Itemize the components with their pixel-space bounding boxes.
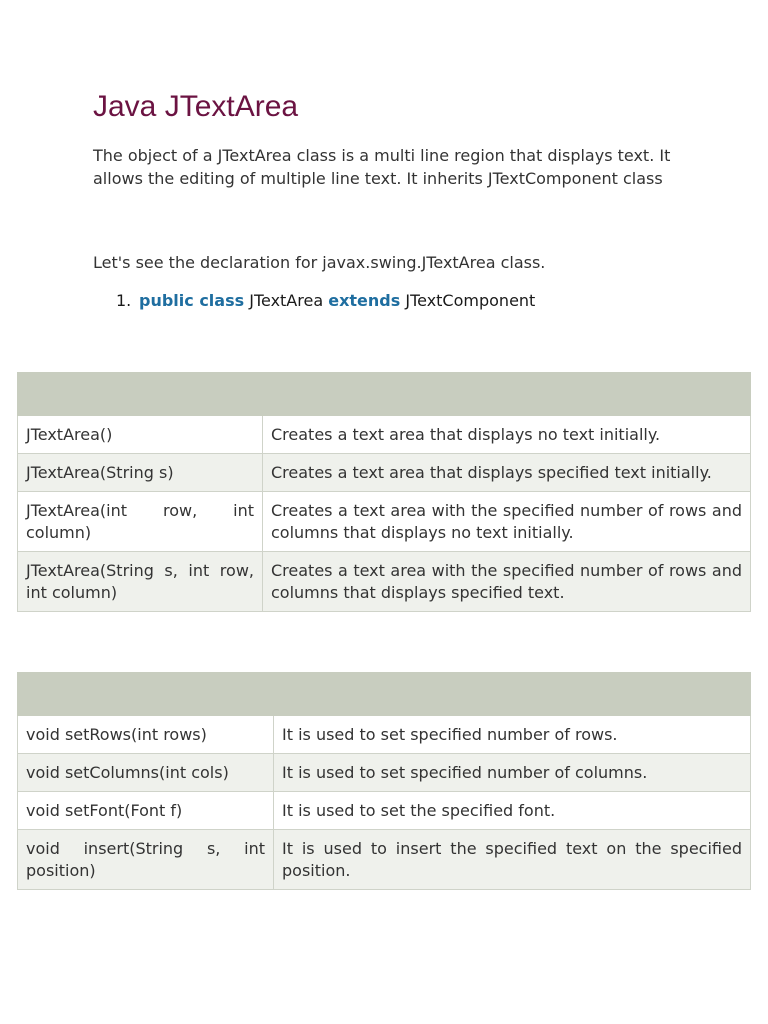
constructor-name: JTextArea(String s) (18, 454, 263, 492)
table-header-row (18, 373, 751, 416)
code-class-name: JTextArea (244, 291, 329, 310)
constructor-description: Creates a text area that displays specified text initially. (263, 454, 751, 492)
intro-paragraph: The object of a JTextArea class is a multi line region that displays text. It allows the editing of multiple line text. It inherits JTextComponent class (93, 146, 671, 188)
table-header-cell (18, 673, 274, 716)
page-title: Java JTextArea (93, 90, 299, 123)
method-description: It is used to set specified number of rows. (274, 716, 751, 754)
method-description: It is used to insert the specified text on the specified position. (274, 830, 751, 890)
constructor-description: Creates a text area that displays no text initially. (263, 416, 751, 454)
method-description: It is used to set specified number of columns. (274, 754, 751, 792)
method-name: void insert(String s, int position) (18, 830, 274, 890)
code-snippet (116, 290, 535, 312)
table-header-cell (263, 373, 751, 416)
table-header-cell (18, 373, 263, 416)
table-row (18, 416, 751, 454)
table-row (18, 792, 751, 830)
method-description: It is used to set the specified font. (274, 792, 751, 830)
constructor-name: JTextArea(String s, int row, int column) (18, 552, 263, 612)
constructor-description: Creates a text area with the specified number of rows and columns that displays specified text. (263, 552, 751, 612)
table-header-row (18, 673, 751, 716)
code-line-number: 1. (116, 291, 132, 310)
table-row (18, 830, 751, 890)
table-row (18, 454, 751, 492)
constructor-description: Creates a text area with the specified number of rows and columns that displays no text initially. (263, 492, 751, 552)
table-row (18, 492, 751, 552)
code-parent-class: JTextComponent (400, 291, 536, 310)
constructor-name: JTextArea(int row, int column) (18, 492, 263, 552)
constructor-name: JTextArea() (18, 416, 263, 454)
methods-table (17, 672, 751, 890)
constructors-table (17, 372, 751, 612)
method-name: void setFont(Font f) (18, 792, 274, 830)
declaration-intro: Let's see the declaration for javax.swing.JTextArea class. (93, 253, 546, 272)
table-row (18, 552, 751, 612)
method-name: void setRows(int rows) (18, 716, 274, 754)
table-row (18, 754, 751, 792)
code-keyword-extends: extends (328, 291, 401, 310)
table-row (18, 716, 751, 754)
code-keyword-public-class: public class (139, 291, 245, 310)
method-name: void setColumns(int cols) (18, 754, 274, 792)
table-header-cell (274, 673, 751, 716)
